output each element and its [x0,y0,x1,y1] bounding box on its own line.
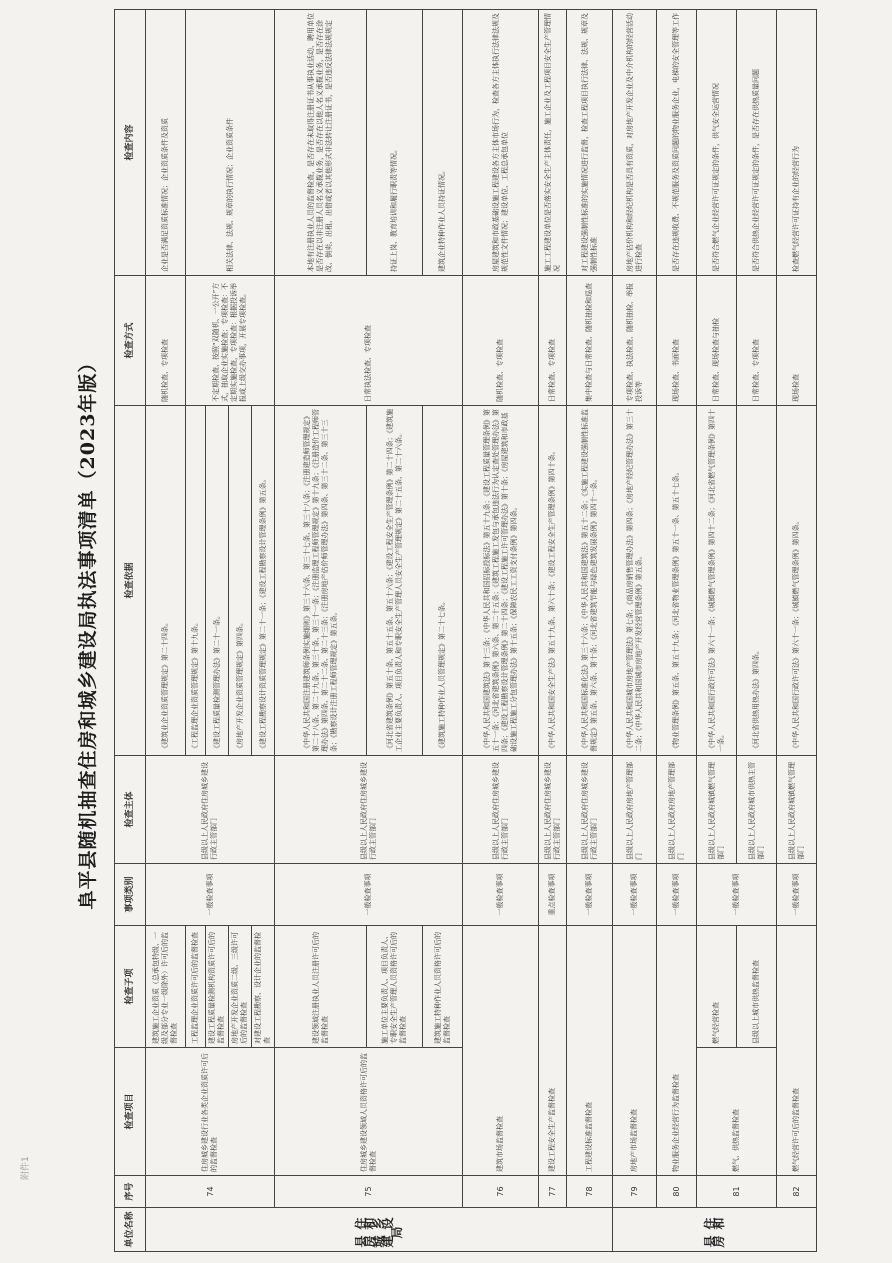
item-type: 一般检查事项 [697,864,777,926]
check-content: 建筑企业特种作业人员持证情况。 [423,10,463,276]
col-header-item: 检查项目 [115,1048,146,1176]
check-content: 施工工程建设单位是否落实安全生产主体责任，施工企业及工程项目安全生产管理情况 [539,10,567,276]
table-row [275,10,367,1252]
check-basis: 《建筑施工特种作业人员管理规定》第二十七条。 [423,406,463,756]
col-header-basis: 检查依据 [115,406,146,756]
check-basis: 《中华人民共和国安全生产法》第五十九条、第六十条；《建设工程安全生产管理条例》第四十条。 [539,406,567,756]
item-type: 一般检查事项 [463,864,539,926]
table-header-row [115,10,146,1252]
row-number: 76 [463,1176,539,1208]
check-subject: 县级以上人民政府住房城乡建设行政主管部门 [463,756,539,864]
check-method: 随机检查、专项检查 [463,276,539,406]
check-content: 是否符合燃气企业经营许可证规定的条件，供气安全运营情况 [697,10,737,276]
check-content: 检查燃气经营许可证持有企业的经营行为 [777,10,817,276]
row-number: 74 [146,1176,275,1208]
check-basis: 《建筑业企业资质管理规定》第二十四条。 [146,406,186,756]
check-method: 日常检查、专项检查 [539,276,567,406]
check-subitem: 建设工程质量检测机构资质许可后的监督检查 [206,926,229,1048]
col-header-unit: 单位名称 [115,1208,146,1252]
check-item: 物业服务企业经营行为监督检查 [657,926,697,1176]
check-basis: 《建设工程质量检测管理办法》第二十一条。 [206,406,229,756]
check-content: 相关法律、法规、规章的执行情况；企业资质条件 [186,10,275,276]
check-basis: 《中华人民共和国标准化法》第三十六条；《中华人民共和国建筑法》第五十二条；《实施工程建设强制性标准监督规定》第五条、第六条、第十条；《河北省建筑节能与绿色建筑发展条例》第四十一条。 [567,406,613,756]
check-subitem: 建筑施工特种作业人员资格许可后的监督检查 [423,926,463,1048]
col-header-type: 事项类别 [115,864,146,926]
row-number: 78 [567,1176,613,1208]
check-subject: 县级以上人民政府住房城乡建设行政主管部门 [275,756,463,864]
table-row [657,10,697,1252]
row-number: 77 [539,1176,567,1208]
check-method: 日常执法检查、专项检查 [275,276,463,406]
col-header-content: 检查内容 [115,10,146,276]
item-type: 重点检查事项 [539,864,567,926]
check-subject: 县级以上人民政府住房城乡建设行政主管部门 [539,756,567,864]
check-content: 是否符合供热企业经营许可证规定的条件，是否存在供热质量问题 [737,10,777,276]
item-type: 一般检查事项 [275,864,463,926]
col-header-subject: 检查主体 [115,756,146,864]
check-subject: 县级以上人民政府城镇燃气管理部门 [697,756,737,864]
unit-name-cell-bottom: 县住房和 [613,1208,817,1252]
rotated-sheet [70,10,822,1252]
check-content: 房地产估价机构和经纪机构是否具有资质，对房地产开发企业及中介机构的经营活动进行检查 [613,10,657,276]
table-row [613,10,657,1252]
check-basis: 《中华人民共和国城市房地产管理法》第七条；《商品房销售管理办法》第四条；《房地产经纪管理办法》第三十二条；《中华人民共和国城市房地产开发经营管理条例》第五条。 [613,406,657,756]
check-method: 不定期检查、按照“双随机、一公开”方式，抽取企业实施检查；专项检查：不定期实施检查，专项检查：根据投诉举报或上级交办事项，开展专项检查。 [186,276,275,406]
check-method: 集中检查与日常检查、随机抽检和巡查 [567,276,613,406]
table-row [539,10,567,1252]
row-number: 81 [697,1176,777,1208]
check-subitem: 施工单位主要负责人、项目负责人、专职安全生产管理人员资格许可后的监督检查 [367,926,423,1048]
document-title: 阜平县随机抽查住房和城乡建设局执法事项清单（2023年版） [77,352,99,910]
check-content: 房屋建筑和市政基础设施工程建设各方主体市场行为，检查各方主体执行法律法规及规范性文件情况；建设单位、工程总承包单位 [463,10,539,276]
check-subitem: 建设领域注册执业人员注册许可后的监督检查 [275,926,367,1048]
item-type: 一般检查事项 [777,864,817,926]
check-subject: 县级以上人民政府房地产管理部门 [657,756,697,864]
col-header-subitem: 检查子项 [115,926,146,1048]
table-row [463,10,539,1252]
col-header-no: 序号 [115,1176,146,1208]
check-item: 住房城乡建设行业各类企业资质许可后的监督检查 [146,1048,275,1176]
check-basis: 《中华人民共和国行政许可法》第六十一条；《城镇燃气管理条例》第四条。 [777,406,817,756]
check-content: 本地有注册执业人员的监督检查，是否存在未取得注册证书从事执业活动、聘用单位是否存在以非注册人员名义承揽业务，是否存在以他人名义承揽业务，是否存在涂改、倒卖、出租、出借或者以其他形式非法转让注册证书，是否违反法律法规规定 [275,10,367,276]
check-item: 燃气经营许可后的监督检查 [777,926,817,1176]
check-subitem: 县级以上城市供热监督检查 [737,926,777,1048]
check-subitem: 建筑施工企业资质（总承包特级、一级及部分专业一级除外）许可后的监督检查 [146,926,186,1048]
check-content: 是否存在违规收费、不规范服务及资质问题的物业服务企业，电梯的安全管理等工作 [657,10,697,276]
check-method: 随机检查、专项检查 [146,276,186,406]
attachment-label: 附件1 [21,1156,31,1180]
check-subitem: 对建设工程勘察、设计企业的监督检查 [252,926,275,1048]
check-content: 企业是否满足资质标准情况；企业资质条件及资质 [146,10,186,276]
check-subject: 县级以上人民政府住房城乡建设行政主管部门 [146,756,275,864]
row-number: 75 [275,1176,463,1208]
check-content: 持证上岗、教育培训和履行职责等情况。 [367,10,423,276]
check-subitem: 工程监理企业资质许可后的监督检查 [186,926,206,1048]
check-item: 住房城乡建设领域人员资格许可后的监督检查 [275,1048,463,1176]
check-basis: 《建设工程勘察设计资质管理规定》第二十一条；《建设工程勘察设计管理条例》第五条。 [252,406,275,756]
check-subject: 县级以上人民政府城镇燃气管理部门 [777,756,817,864]
check-item: 燃气、供热监督检查 [697,1048,777,1176]
unit-name-cell: 县住房和城乡建设局 [146,1208,613,1252]
check-basis: 《中华人民共和国建筑法》第十三条；《中华人民共和国招标投标法》第五十九条；《建设工程质量管理条例》第五十一条；《河北省建筑条例》第六条、第二十五条；《建筑工程施工发包与承包违法行为认定查处管理办法》第四条；《建设工程勘察设计管理条例》第二十四条；《建设工程施工许可管理办法》第十条；《房屋建筑和市政基础设施工程施工分包管理办法》第十五条；《保障农民工工资支付条例》第四条。 [463,406,539,756]
check-item: 房地产市场监督检查 [613,926,657,1176]
check-subject: 县级以上人民政府房地产管理部门 [613,756,657,864]
check-subitem: 燃气经营检查 [697,926,737,1048]
enforcement-table [114,9,817,1252]
check-basis: 《中华人民共和国行政许可法》第六十一条；《城镇燃气管理条例》第四十二条；《河北省燃气管理条例》第四十一条。 [697,406,737,756]
col-header-method: 检查方式 [115,276,146,406]
check-subject: 县级以上人民政府城市供热主管部门 [737,756,777,864]
check-basis: 《房地产开发企业资质管理规定》第四条。 [229,406,252,756]
row-number: 80 [657,1176,697,1208]
table-row [777,10,817,1252]
row-number: 82 [777,1176,817,1208]
check-basis: 《河北省建筑条例》第五十条、第五十五条、第五十六条；《建设工程安全生产管理条例》第二十四条；《建筑施工企业主要负责人、项目负责人和专职安全生产管理人员安全生产管理规定》第二十五条、第二十六条。 [367,406,423,756]
check-method: 日常检查、专项检查 [737,276,777,406]
check-content: 对工程建设强制性标准的实施情况进行监督，检查工程项目执行法律、法规、规章及强制性标准 [567,10,613,276]
check-basis: 《中华人民共和国注册建筑师条例实施细则》第三十六条、第三十七条、第三十八条；《注册建造师管理规定》第二十八条、第二十九条、第三十条、第三十一条；《注册监理工程师管理规定》第十九条；《注册造价工程师管理办法》第四条、第二十二条、第二十三条；《注册房地产估价师管理办法》第四条、第三十二条、第三十三条；《勘察设计注册工程师管理规定》第五条。 [275,406,367,756]
table-row [146,10,186,1252]
check-subject: 县级以上人民政府住房城乡建设行政主管部门 [567,756,613,864]
table-row [567,10,613,1252]
item-type: 一般检查事项 [613,864,657,926]
check-item: 建设工程安全生产监督检查 [539,926,567,1176]
check-item: 工程建设标准监督检查 [567,926,613,1176]
item-type: 一般检查事项 [146,864,275,926]
check-item: 建筑市场监督检查 [463,926,539,1176]
check-basis: 《河北省供热用热办法》第四条。 [737,406,777,756]
table-row [697,10,737,1252]
check-subitem: 房地产开发企业资质二级、三级许可后的监督检查 [229,926,252,1048]
check-method: 现场检查、书面检查 [657,276,697,406]
row-number: 79 [613,1176,657,1208]
check-basis: 《工程监理企业资质管理规定》第十九条。 [186,406,206,756]
item-type: 一般检查事项 [657,864,697,926]
check-basis: 《物业管理条例》第五条、第五十九条；《河北省物业管理条例》第五十一条、第五十七条。 [657,406,697,756]
check-method: 专项检查、执法检查、随机抽检、举报投诉等 [613,276,657,406]
item-type: 一般检查事项 [567,864,613,926]
check-method: 日常检查、现场检查与抽检 [697,276,737,406]
check-method: 现场检查 [777,276,817,406]
